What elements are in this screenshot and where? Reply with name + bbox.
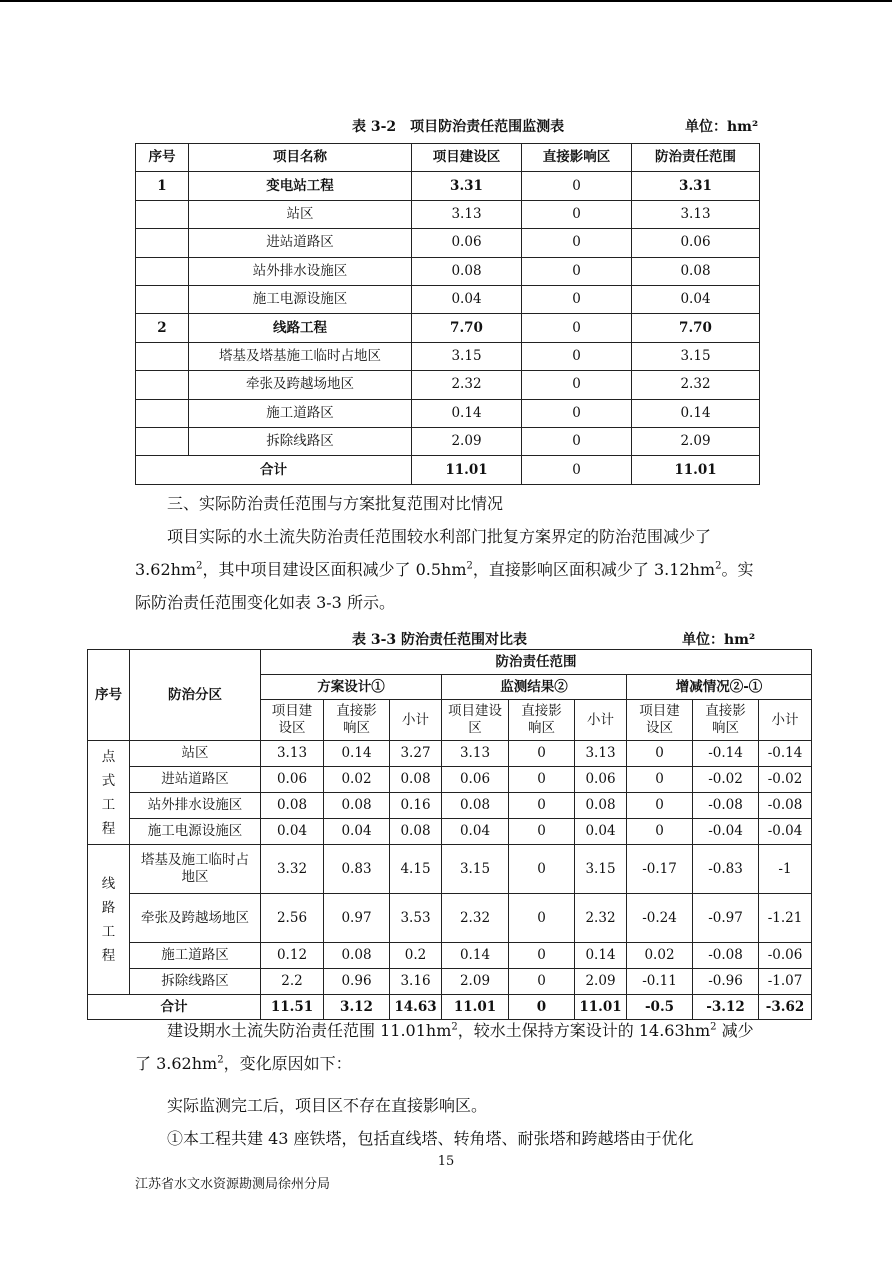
table-cell: 4.15: [390, 845, 442, 894]
table-row: [136, 342, 760, 370]
table-header-row: [88, 650, 812, 675]
table-3-2-caption: 表 3-2 项目防治责任范围监测表: [352, 119, 565, 135]
table-row: [136, 314, 760, 342]
zone-name: 进站道路区: [130, 767, 261, 793]
table-cell: 0.08: [324, 943, 390, 969]
table-cell: 0.08: [575, 793, 627, 819]
header-sub: 直接影响区: [509, 700, 575, 741]
total-cell: -3.62: [759, 995, 812, 1020]
table-cell: 2.09: [412, 427, 522, 455]
table-cell: 0.04: [632, 285, 760, 313]
row-group-label: 点 式 工 程: [88, 741, 130, 845]
table-cell: 3.53: [390, 894, 442, 943]
header-scope: 防治责任范围: [261, 650, 812, 675]
table-cell: 0.08: [632, 257, 760, 285]
table-cell: 0: [509, 767, 575, 793]
table-cell: 3.15: [442, 845, 509, 894]
table-cell: 0: [522, 427, 632, 455]
table-cell: -1.21: [759, 894, 812, 943]
footer-organization: 江苏省水文水资源勘测局徐州分局: [135, 1177, 331, 1192]
table-cell: -0.14: [759, 741, 812, 767]
table-cell: 0.12: [261, 943, 324, 969]
table-3-2-unit: 单位：hm²: [685, 119, 759, 135]
table-cell: -0.06: [759, 943, 812, 969]
table-cell: 0.04: [575, 819, 627, 845]
table-cell: 0.06: [442, 767, 509, 793]
total-cell: 11.51: [261, 995, 324, 1020]
table-cell: 3.16: [390, 969, 442, 995]
table-cell: 0.04: [261, 819, 324, 845]
table-cell: 0.08: [390, 819, 442, 845]
table-cell: 0.96: [324, 969, 390, 995]
table-row: [88, 819, 812, 845]
table-row: [136, 229, 760, 257]
table-cell: 0: [509, 793, 575, 819]
table-cell: 0.06: [632, 229, 760, 257]
header-sub: 直接影响区: [693, 700, 759, 741]
table-cell: 3.13: [442, 741, 509, 767]
header-sub: 项目建设区: [627, 700, 693, 741]
table-cell: 0: [522, 200, 632, 228]
header-sub: 小计: [759, 700, 812, 741]
table-cell: 0.06: [261, 767, 324, 793]
zone-name: 施工道路区: [130, 943, 261, 969]
header-sub: 项目建设区: [261, 700, 324, 741]
column-header: 序号: [136, 144, 189, 172]
table-cell: [136, 200, 189, 228]
header-sub: 小计: [575, 700, 627, 741]
table-cell: 0: [509, 894, 575, 943]
zone-name: 施工电源设施区: [130, 819, 261, 845]
table-cell: 0.08: [412, 257, 522, 285]
table-cell: 0.06: [575, 767, 627, 793]
table-row: [88, 894, 812, 943]
table-3-3-unit: 单位：hm²: [682, 632, 756, 648]
table-cell: 0.14: [632, 399, 760, 427]
table-cell: -1: [759, 845, 812, 894]
table-cell: 7.70: [632, 314, 760, 342]
zone-name: 站区: [130, 741, 261, 767]
table-cell: 0: [522, 172, 632, 200]
section-paragraph-1: 项目实际的水土流失防治责任范围较水利部门批复方案界定的防治范围减少了 $3.62hm^2$，其中项目建设区面积减少了 $0.5hm^2$，直接影响区面积减少了 $3.12hm^2$。实际防治责任范围变化如表 3-3 所示。: [135, 527, 754, 612]
table-cell: 2.2: [261, 969, 324, 995]
page-number: 15: [437, 1154, 455, 1169]
table-cell: -1.07: [759, 969, 812, 995]
table-cell: 0: [627, 741, 693, 767]
table-row: [136, 399, 760, 427]
table-cell: 0.08: [442, 793, 509, 819]
table-cell: 2.09: [575, 969, 627, 995]
table-header-row: [136, 144, 760, 172]
total-label: 合计: [88, 995, 261, 1020]
table-cell: 3.31: [632, 172, 760, 200]
table-cell: 2.32: [632, 371, 760, 399]
table-row: [88, 793, 812, 819]
table-row: [136, 427, 760, 455]
zone-name: 塔基及施工临时占地区: [130, 845, 261, 894]
total-cell: 11.01: [412, 456, 522, 484]
table-cell: [136, 399, 189, 427]
table-cell: -0.14: [693, 741, 759, 767]
column-header: 项目名称: [189, 144, 412, 172]
table-cell: 3.13: [412, 200, 522, 228]
table-cell: 0: [522, 229, 632, 257]
table-cell: 0.02: [627, 943, 693, 969]
table-cell: [136, 257, 189, 285]
table-cell: 0.83: [324, 845, 390, 894]
table-cell: 3.15: [412, 342, 522, 370]
table-cell: 0: [627, 767, 693, 793]
table-cell: 0: [522, 342, 632, 370]
table-cell: -0.17: [627, 845, 693, 894]
table-cell: 3.13: [575, 741, 627, 767]
table-cell: 0.16: [390, 793, 442, 819]
table-cell: 2.32: [412, 371, 522, 399]
table-cell: 0.06: [412, 229, 522, 257]
table-cell: 3.27: [390, 741, 442, 767]
total-cell: -3.12: [693, 995, 759, 1020]
table-cell: 塔基及塔基施工临时占地区: [189, 342, 412, 370]
table-cell: 0.08: [324, 793, 390, 819]
zone-name: 拆除线路区: [130, 969, 261, 995]
table-cell: [136, 342, 189, 370]
table-cell: 0: [522, 371, 632, 399]
table-cell: 施工电源设施区: [189, 285, 412, 313]
table-cell: 0.14: [575, 943, 627, 969]
table-cell: 站区: [189, 200, 412, 228]
table-cell: -0.08: [693, 943, 759, 969]
table-row: [88, 943, 812, 969]
column-header: 防治责任范围: [632, 144, 760, 172]
table-cell: 0.04: [412, 285, 522, 313]
total-cell: 11.01: [575, 995, 627, 1020]
table-cell: 0: [509, 819, 575, 845]
total-cell: 11.01: [442, 995, 509, 1020]
table-row: [136, 285, 760, 313]
table-cell: 1: [136, 172, 189, 200]
table-cell: 0.14: [442, 943, 509, 969]
table-cell: 0: [627, 793, 693, 819]
table-cell: 0.14: [412, 399, 522, 427]
table-cell: 2.32: [575, 894, 627, 943]
table-row: [88, 741, 812, 767]
column-header: 直接影响区: [522, 144, 632, 172]
table-row: [136, 257, 760, 285]
table-cell: [136, 285, 189, 313]
table-cell: 0: [509, 969, 575, 995]
table-cell: 进站道路区: [189, 229, 412, 257]
table-row: [88, 969, 812, 995]
table-cell: -0.24: [627, 894, 693, 943]
table-cell: 0.97: [324, 894, 390, 943]
header-sub: 直接影响区: [324, 700, 390, 741]
table-row: [88, 767, 812, 793]
table-cell: 线路工程: [189, 314, 412, 342]
header-group: 方案设计①: [261, 675, 442, 700]
table-cell: -0.02: [759, 767, 812, 793]
total-cell: 0: [509, 995, 575, 1020]
table-cell: 3.13: [632, 200, 760, 228]
table-cell: 0.02: [324, 767, 390, 793]
table-cell: 3.15: [575, 845, 627, 894]
table-cell: -0.97: [693, 894, 759, 943]
table-cell: -0.04: [693, 819, 759, 845]
column-header: 项目建设区: [412, 144, 522, 172]
table-cell: -0.11: [627, 969, 693, 995]
table-cell: 0: [627, 819, 693, 845]
table-cell: 2.32: [442, 894, 509, 943]
table-cell: 0.08: [390, 767, 442, 793]
table-row: [88, 845, 812, 894]
table-cell: 站外排水设施区: [189, 257, 412, 285]
table-cell: -0.02: [693, 767, 759, 793]
table-cell: 0: [509, 943, 575, 969]
total-cell: 3.12: [324, 995, 390, 1020]
table-cell: 0: [522, 314, 632, 342]
table-cell: 施工道路区: [189, 399, 412, 427]
table-cell: 0: [509, 845, 575, 894]
table-cell: 3.15: [632, 342, 760, 370]
table-cell: 2.56: [261, 894, 324, 943]
table-row: [136, 200, 760, 228]
section-heading: 三、实际防治责任范围与方案批复范围对比情况: [167, 494, 504, 513]
table-cell: 0.04: [442, 819, 509, 845]
total-cell: 11.01: [632, 456, 760, 484]
table-cell: [136, 229, 189, 257]
table-total-row: [136, 456, 760, 484]
table-cell: -0.08: [693, 793, 759, 819]
row-group-label: 线 路 工 程: [88, 845, 130, 995]
table-cell: 0.04: [324, 819, 390, 845]
table-cell: 0: [522, 399, 632, 427]
zone-name: 牵张及跨越场地区: [130, 894, 261, 943]
section-paragraph-2: 建设期水土流失防治责任范围 $11.01hm^2$，较水土保持方案设计的 $14.63hm^2$ 减少了 $3.62hm^2$，变化原因如下：: [135, 1021, 754, 1073]
zone-name: 站外排水设施区: [130, 793, 261, 819]
header-seq: 序号: [88, 650, 130, 741]
table-row: [136, 172, 760, 200]
table-cell: 0: [509, 741, 575, 767]
table-cell: 7.70: [412, 314, 522, 342]
total-cell: -0.5: [627, 995, 693, 1020]
table-cell: [136, 427, 189, 455]
table-cell: 3.32: [261, 845, 324, 894]
total-cell: 14.63: [390, 995, 442, 1020]
table-cell: 0: [522, 285, 632, 313]
table-cell: 0.14: [324, 741, 390, 767]
table-cell: -0.96: [693, 969, 759, 995]
table-cell: [136, 371, 189, 399]
table-cell: 0.08: [261, 793, 324, 819]
total-label: 合计: [136, 456, 412, 484]
table-cell: 0.2: [390, 943, 442, 969]
table-cell: 2: [136, 314, 189, 342]
table-cell: 拆除线路区: [189, 427, 412, 455]
table-3-3: [87, 649, 812, 1020]
table-cell: 2.09: [632, 427, 760, 455]
header-sub: 小计: [390, 700, 442, 741]
table-cell: 2.09: [442, 969, 509, 995]
top-border: [0, 0, 892, 2]
table-cell: -0.08: [759, 793, 812, 819]
table-cell: -0.04: [759, 819, 812, 845]
table-3-3-caption: 表 3-3 防治责任范围对比表: [352, 632, 528, 648]
table-cell: 牵张及跨越场地区: [189, 371, 412, 399]
table-cell: 3.31: [412, 172, 522, 200]
table-cell: -0.83: [693, 845, 759, 894]
header-group: 监测结果②: [442, 675, 627, 700]
section-paragraph-3: 实际监测完工后，项目区不存在直接影响区。: [167, 1096, 488, 1115]
table-cell: 0: [522, 257, 632, 285]
total-cell: 0: [522, 456, 632, 484]
header-group: 增减情况②-①: [627, 675, 812, 700]
table-row: [136, 371, 760, 399]
section-paragraph-4: ①本工程共建 43 座铁塔，包括直线塔、转角塔、耐张塔和跨越塔由于优化: [167, 1129, 694, 1148]
table-cell: 变电站工程: [189, 172, 412, 200]
header-sub: 项目建设区: [442, 700, 509, 741]
header-zone: 防治分区: [130, 650, 261, 741]
table-cell: 3.13: [261, 741, 324, 767]
table-3-2: [135, 143, 760, 485]
